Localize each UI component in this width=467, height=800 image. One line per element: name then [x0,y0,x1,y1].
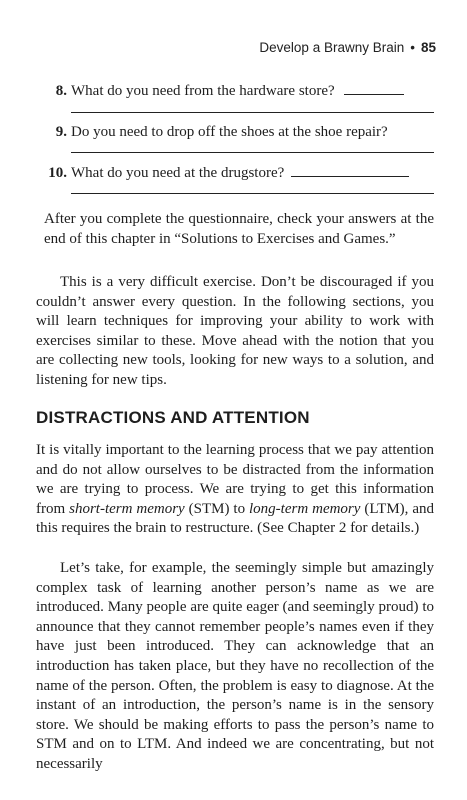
body-paragraph: This is a very difficult exercise. Don’t be discouraged if you couldn’t answer every question. In the following sections, you will learn techniques for improving your ability to work with exercises similar to these. Move ahead with the notion that you are collecting new tools, looking for new ways to a solution, and listening for new tips. [36,274,434,388]
instruction-paragraph: After you complete the questionnaire, check your answers at the end of this chapter in “Solutions to Exercises and Games.” [44,211,434,247]
body-paragraph [36,441,434,539]
page-number: 85 [420,40,436,55]
term-ltm: long-term memory [249,500,361,517]
answer-blank[interactable] [291,162,409,177]
question-text: What do you need at the drugstore? [71,165,285,181]
question-item [36,162,434,183]
question-text: Do you need to drop off the shoes at the shoe repair? [71,124,388,140]
header-bullet: • [410,40,415,55]
question-text: What do you need from the hardware store? [71,83,335,99]
answer-line[interactable] [71,112,434,113]
question-item [36,80,434,101]
paragraph-text: (LTM), and this requires the brain to restructure. (See Chapter 2 for details.) [36,500,434,537]
question-item [36,122,434,142]
paragraph-text: (STM) to [184,500,250,517]
answer-line[interactable] [71,193,434,194]
question-number: 9. [55,124,67,140]
paragraph-text: It is vitally important to the learning process that we pay attention and do not allow ourselves to be distracted from the information we are trying to process. We are trying to get this information from [36,442,434,517]
answer-line[interactable] [71,152,434,153]
term-stm: short-term memory [69,500,185,517]
body-paragraph: Let’s take, for example, the seemingly simple but amazingly complex task of learning another person’s name as we are introduced. Many people are quite eager (and seemingly proud) to announce that they cannot remember people’s names even if they have just been introduced. They can acknowledge that an introduction has taken place, but they have no recollection of the name of the person. Often, the problem is easy to diagnose. At the instant of an introduction, the person’s name is in the sensory store. We should be making efforts to pass the person’s name to STM and on to LTM. And indeed we are concentrating, but not necessarily [36,560,434,772]
question-number: 8. [55,83,67,99]
section-heading: DISTRACTIONS AND ATTENTION [36,408,310,427]
running-title: Develop a Brawny Brain [259,40,405,55]
answer-blank[interactable] [344,80,404,95]
running-header [259,40,436,55]
question-number: 10. [48,165,67,181]
